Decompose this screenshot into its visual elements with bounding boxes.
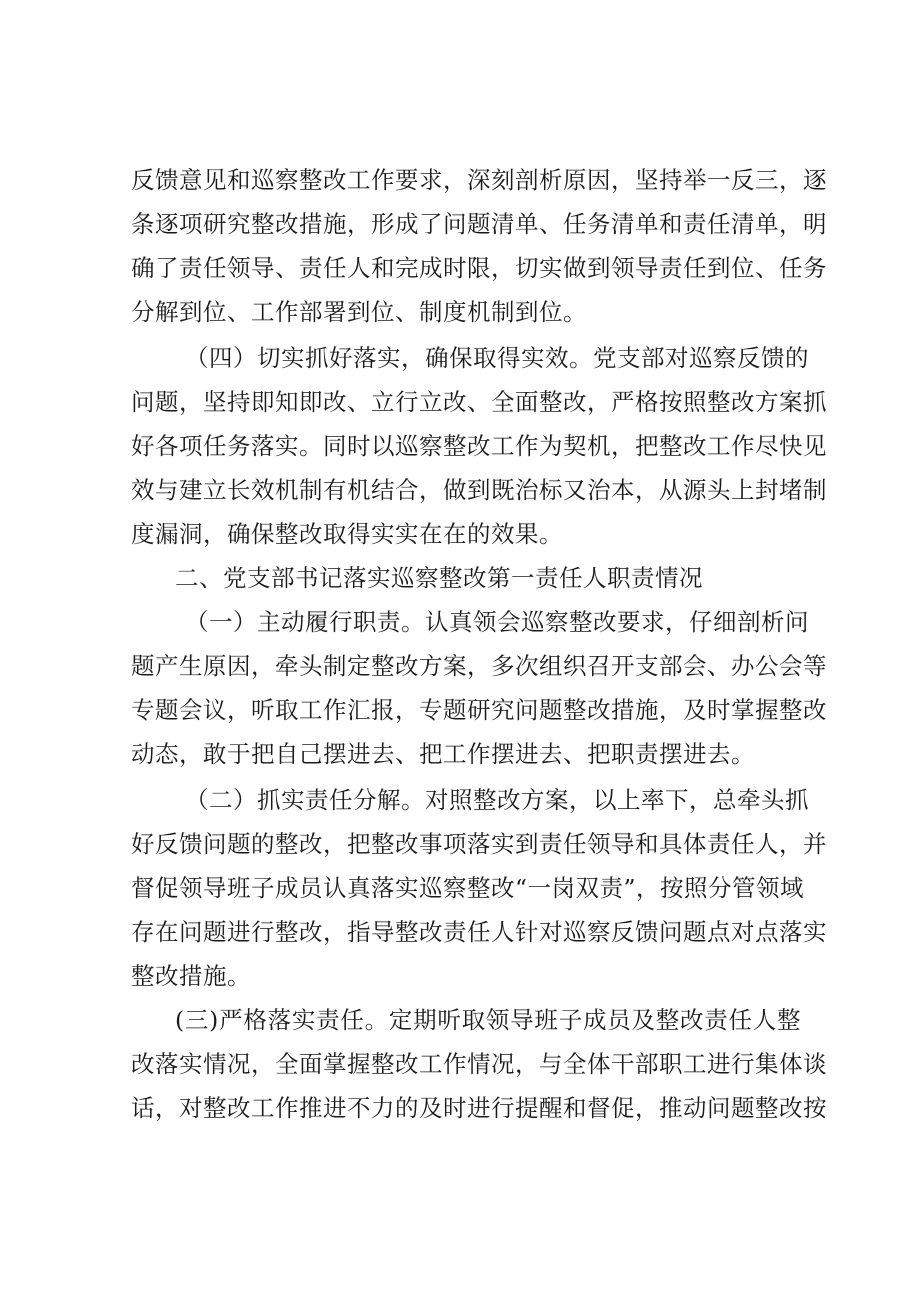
paragraph-line: （四）切实抓好落实，确保取得实效。党支部对巡察反馈的 <box>185 344 809 372</box>
paragraph-line: 分解到位、工作部署到位、制度机制到位。 <box>131 298 587 326</box>
paragraph-4 <box>131 778 827 998</box>
paragraph-line: 条逐项研究整改措施，形成了问题清单、任务清单和责任清单，明 <box>131 210 827 238</box>
paragraph-line: 问题，坚持即知即改、立行立改、全面整改，严格按照整改方案抓 <box>131 388 827 416</box>
paragraph-line: 好反馈问题的整改，把整改事项落实到责任领导和具体责任人，并 <box>131 830 827 858</box>
paragraph-line: (三)严格落实责任。定期听取领导班子成员及整改责任人整 <box>175 1006 801 1034</box>
paragraph-5 <box>131 998 827 1130</box>
paragraph-line: （一）主动履行职责。认真领会巡察整改要求，仔细剖析问 <box>185 608 809 636</box>
paragraph-line: 话，对整改工作推进不力的及时进行提醒和督促，推动问题整改按 <box>131 1094 827 1122</box>
section-heading <box>131 556 801 600</box>
paragraph-line: 题产生原因，牵头制定整改方案，多次组织召开支部会、办公会等 <box>131 652 827 680</box>
paragraph-2 <box>131 336 827 556</box>
paragraph-line: 确了责任领导、责任人和完成时限，切实做到领导责任到位、任务 <box>131 254 827 282</box>
paragraph-line: 动态，敢于把自己摆进去、把工作摆进去、把职责摆进去。 <box>131 740 755 768</box>
paragraph-3 <box>131 600 827 776</box>
paragraph-line: 督促领导班子成员认真落实巡察整改“一岗双责”，按照分管领域 <box>131 874 805 902</box>
paragraph-line: 专题会议，听取工作汇报，专题研究问题整改措施，及时掌握整改 <box>131 696 827 724</box>
paragraph-line: 好各项任务落实。同时以巡察整改工作为契机，把整改工作尽快见 <box>131 432 827 460</box>
section-heading-text: 二、党支部书记落实巡察整改第一责任人职责情况 <box>175 564 703 592</box>
paragraph-1 <box>131 158 827 334</box>
paragraph-line: 反馈意见和巡察整改工作要求，深刻剖析原因，坚持举一反三，逐 <box>131 166 827 194</box>
paragraph-line: 改落实情况，全面掌握整改工作情况，与全体干部职工进行集体谈 <box>131 1050 827 1078</box>
paragraph-line: 效与建立长效机制有机结合，做到既治标又治本，从源头上封堵制 <box>131 476 827 504</box>
paragraph-line: （二）抓实责任分解。对照整改方案，以上率下，总牵头抓 <box>185 786 809 814</box>
paragraph-line: 整改措施。 <box>131 962 251 990</box>
paragraph-line: 度漏洞，确保整改取得实实在在的效果。 <box>131 520 563 548</box>
paragraph-line: 存在问题进行整改，指导整改责任人针对巡察反馈问题点对点落实 <box>131 918 827 946</box>
